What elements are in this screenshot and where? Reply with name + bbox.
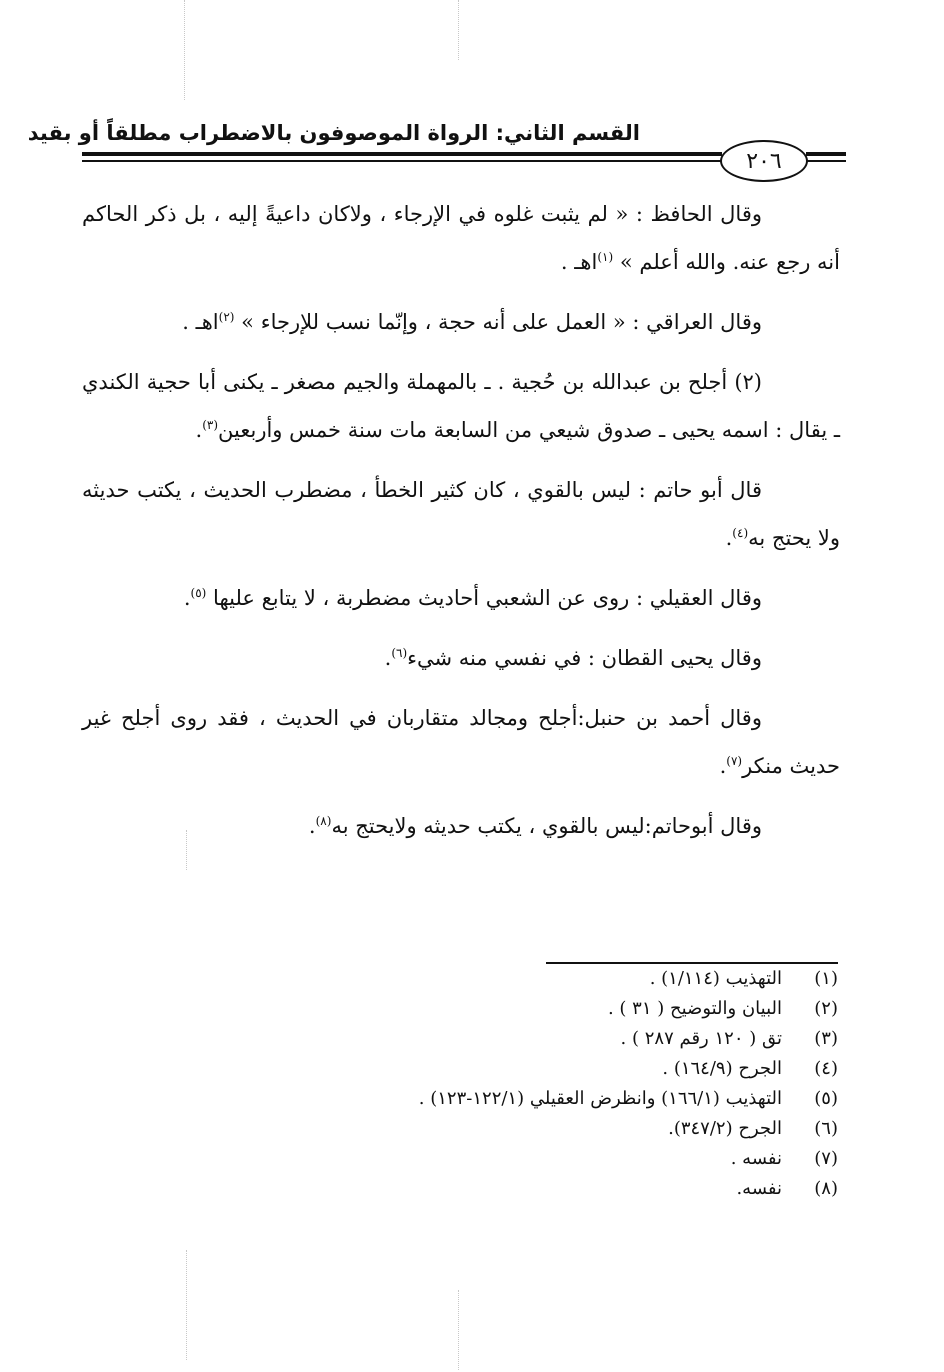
footnote-number: (١) [814, 968, 838, 989]
footnote [300, 1174, 838, 1204]
paragraph [82, 358, 840, 454]
scan-mark [184, 0, 185, 100]
header-rule [82, 152, 722, 156]
scan-mark [186, 1250, 187, 1360]
paragraph [82, 466, 840, 562]
page-number [720, 140, 808, 182]
footnote [300, 1054, 838, 1084]
paragraph-text: وقال الحافظ : « لم يثبت غلوه في الإرجاء ، ولاكان داعيةً إليه ، بل ذكر الحاكم أنه رجع عنه. والله أعلم » [82, 202, 840, 274]
footnote-text: نفسه . [730, 1148, 782, 1169]
footnote-text: التهذيب (١/١١٤) . [649, 968, 782, 989]
footnote-ref: (٦) [391, 646, 408, 660]
footnote-number: (٧) [814, 1148, 838, 1169]
paragraph-text: وقال يحيى القطان : في نفسي منه شيء [407, 646, 762, 670]
paragraph [82, 190, 840, 286]
footnote-text: الجرح (٣٤٧/٢). [668, 1118, 782, 1139]
footnote [300, 994, 838, 1024]
footnote-ref: (٣) [202, 418, 219, 432]
header-rule [806, 160, 846, 162]
paragraph-tail: . [719, 754, 727, 778]
footnote-text: الجرح (١٦٤/٩) . [662, 1058, 782, 1079]
running-header-title: القسم الثاني: الرواة الموصوفون بالاضطراب مطلقاً أو بقيد [27, 121, 640, 145]
header-rule [82, 160, 722, 162]
footnote [300, 1144, 838, 1174]
footnote-ref: (١) [597, 250, 614, 264]
paragraph-text: وقال أحمد بن حنبل:أجلح ومجالد متقاربان في الحديث ، فقد روى أجلح غير حديث منكر [82, 706, 840, 778]
paragraph [82, 298, 840, 346]
footnote-number: (٤) [814, 1058, 838, 1079]
footnote-number: (٢) [814, 998, 838, 1019]
footnote-number: (٥) [814, 1088, 838, 1109]
footnote-ref: (٨) [315, 814, 332, 828]
paragraph [82, 574, 840, 622]
footnote-text: تق ( ١٢٠ رقم ٢٨٧ ) . [620, 1028, 782, 1049]
paragraph-tail: . [384, 646, 392, 670]
paragraph-text: وقال العقيلي : روى عن الشعبي أحاديث مضطربة ، لا يتابع عليها [213, 586, 762, 610]
scan-mark [458, 0, 459, 60]
footnote-ref: (٤) [732, 526, 749, 540]
footnotes [300, 964, 838, 1204]
header-rule [806, 152, 846, 156]
main-text [82, 190, 840, 850]
footnote-text: البيان والتوضيح ( ٣١ ) . [607, 998, 782, 1019]
paragraph [82, 694, 840, 790]
footnote-text: نفسه. [736, 1178, 782, 1199]
footnote [300, 1084, 838, 1114]
paragraph-tail: اهـ . [182, 310, 219, 334]
paragraph-tail: اهـ . [560, 250, 598, 274]
paragraph-tail: . [308, 814, 316, 838]
paragraph-tail: . [195, 418, 203, 442]
footnote-ref: (٢) [218, 310, 235, 324]
footnote-number: (٨) [814, 1178, 838, 1199]
page-number-text: ٢٠٦ [746, 148, 782, 174]
paragraph-text: وقال أبوحاتم:ليس بالقوي ، يكتب حديثه ولايحتج به [331, 814, 762, 838]
footnote [300, 1114, 838, 1144]
footnote-number: (٣) [814, 1028, 838, 1049]
paragraph [82, 802, 840, 850]
footnote-ref: (٥) [190, 586, 207, 600]
paragraph-text: (٢) أجلح بن عبدالله بن حُجية . ـ بالمهملة والجيم مصغر ـ يكنى أبا حجية الكندي ـ يقال : اسمه يحيى ـ صدوق شيعي من السابعة مات سنة خمس وأربعين [82, 370, 840, 442]
paragraph-text: قال أبو حاتم : ليس بالقوي ، كان كثير الخطأ ، مضطرب الحديث ، يكتب حديثه ولا يحتج به [82, 478, 840, 550]
footnote-number: (٦) [814, 1118, 838, 1139]
footnote [300, 1024, 838, 1054]
paragraph-tail: . [725, 526, 733, 550]
footnote-ref: (٧) [726, 754, 743, 768]
scan-mark [458, 1290, 459, 1370]
paragraph-text: وقال العراقي : « العمل على أنه حجة ، وإنّما نسب للإرجاء » [241, 310, 762, 334]
footnote-text: التهذيب (١٦٦/١) وانظرض العقيلي (١٢٢/١-١٢٣) . [418, 1088, 782, 1109]
paragraph [82, 634, 840, 682]
paragraph-tail: . [183, 586, 191, 610]
footnote [300, 964, 838, 994]
